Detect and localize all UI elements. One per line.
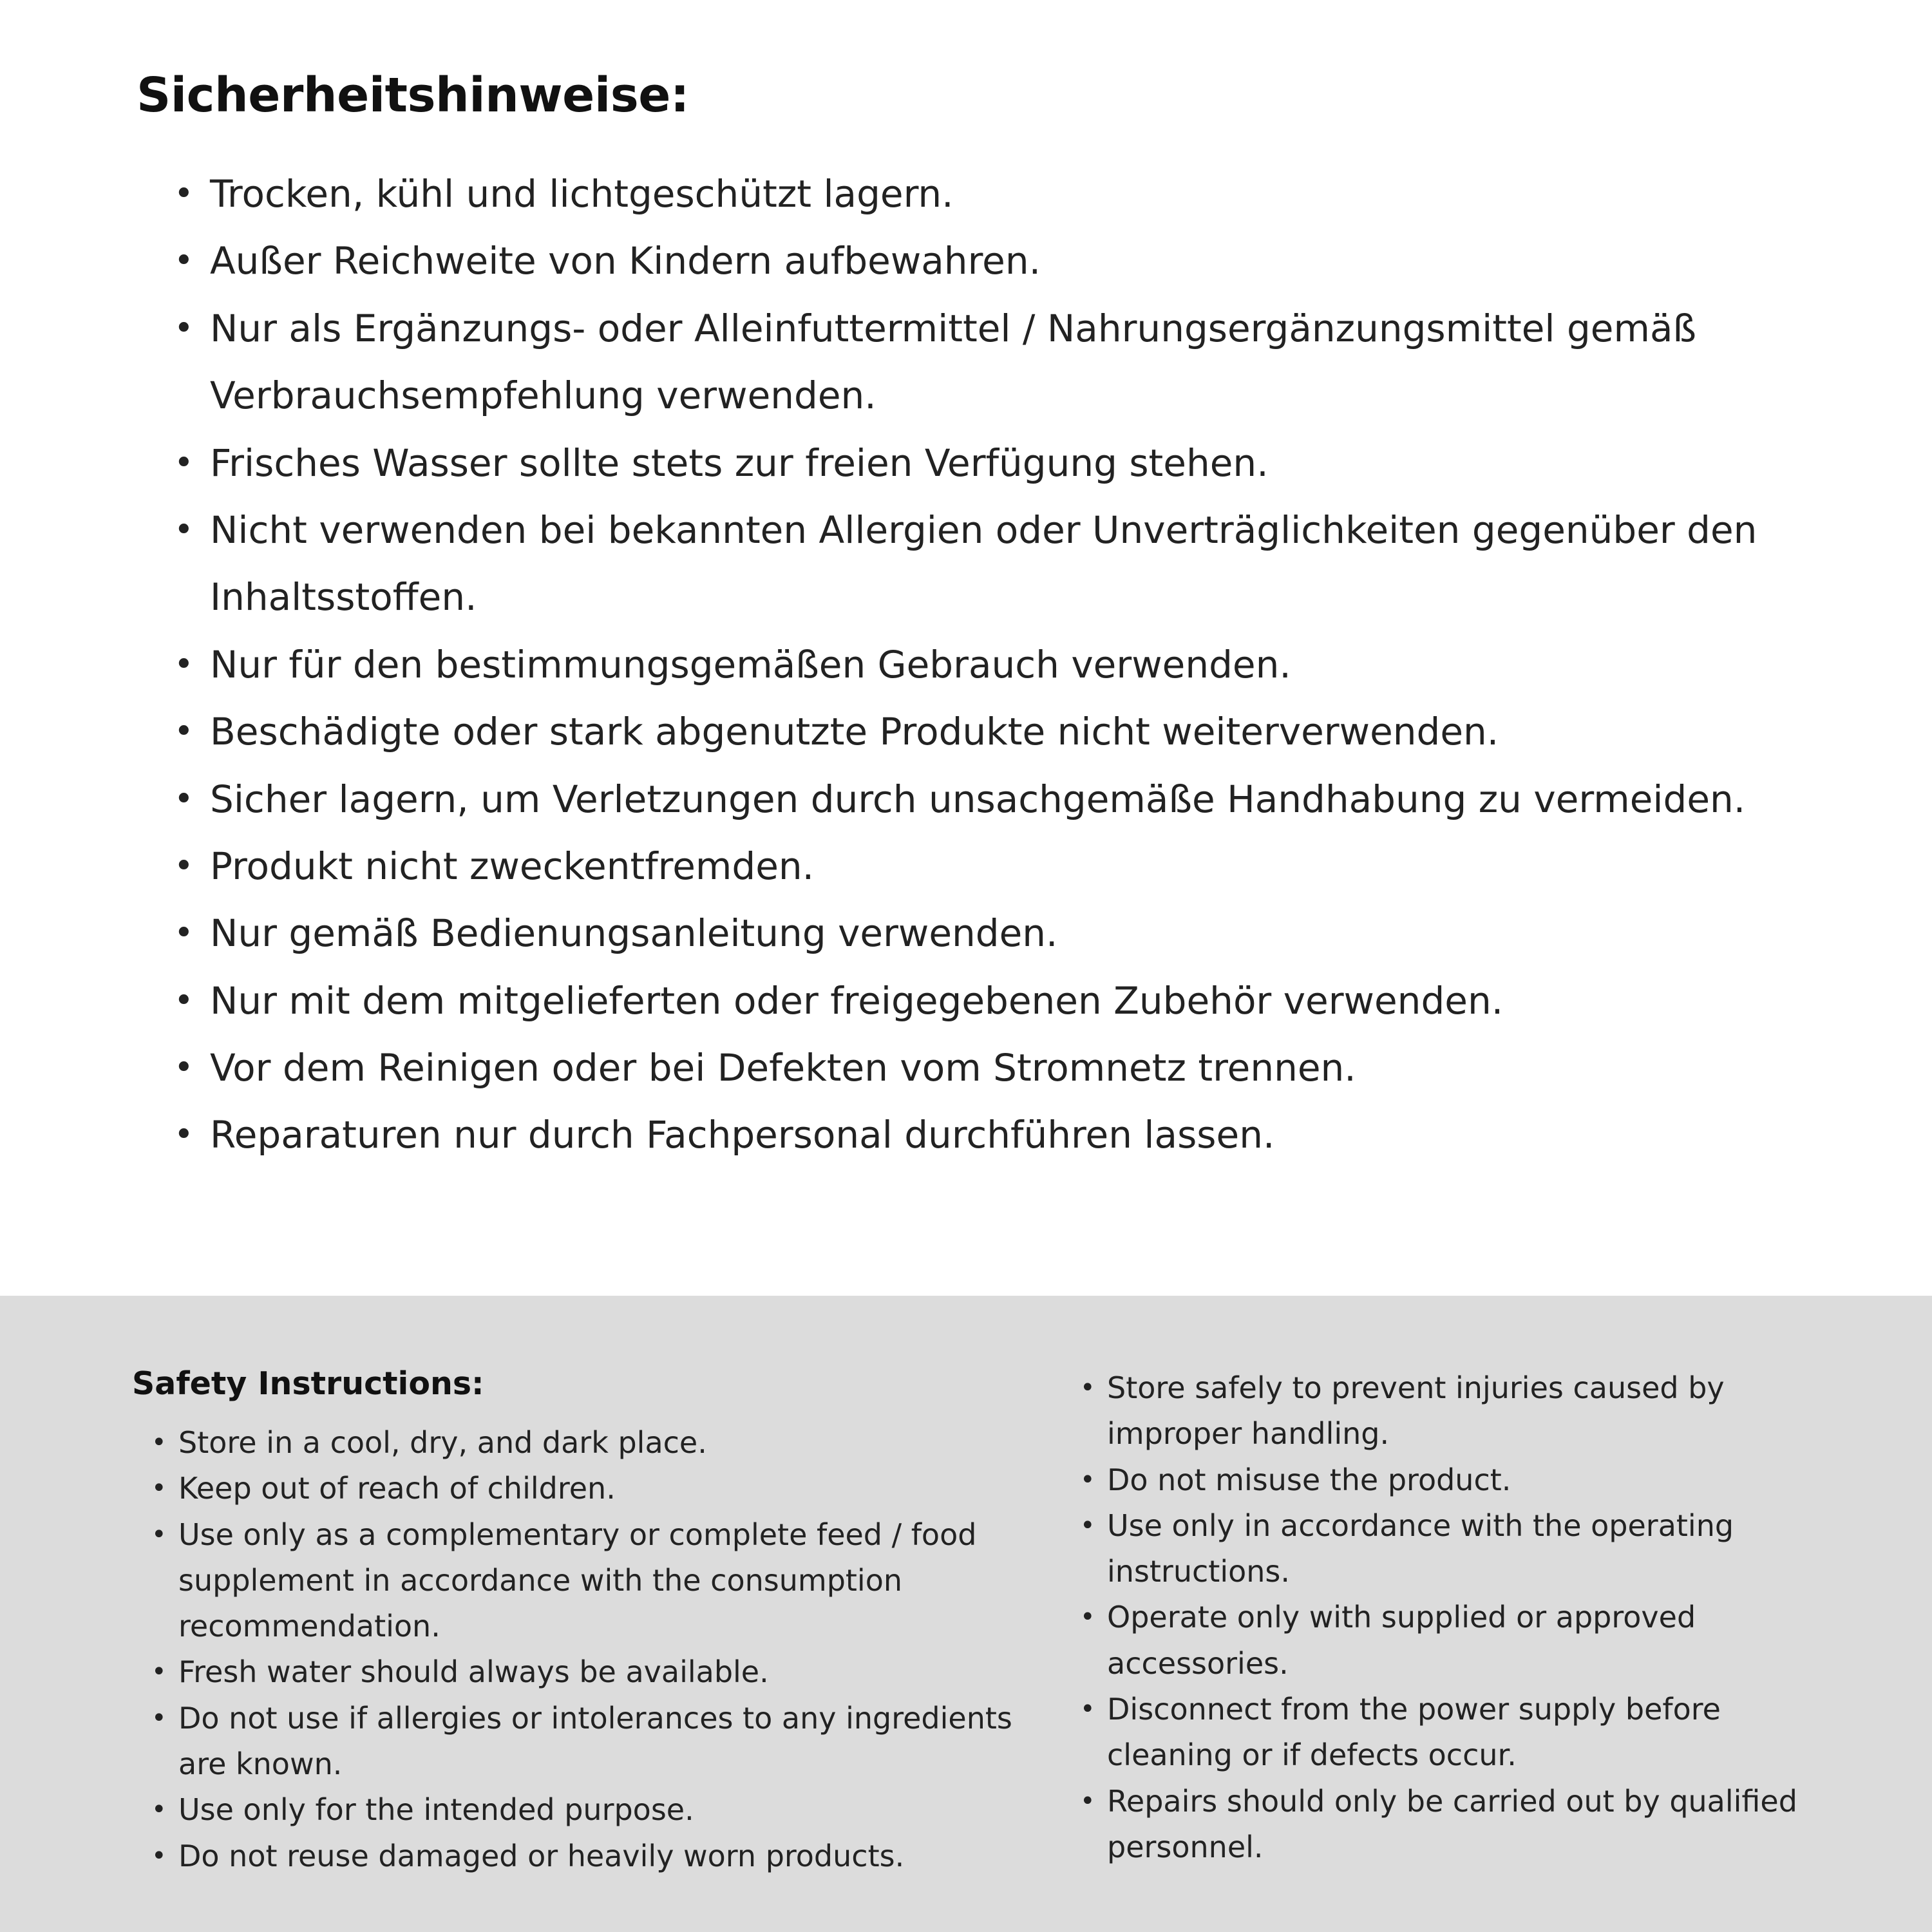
list-item: • Trocken, kühl und lichtgeschützt lagern. <box>170 160 1823 227</box>
list-item: • Do not reuse damaged or heavily worn products. <box>150 1833 1027 1879</box>
list-item: • Operate only with supplied or approved accessories. <box>1079 1595 1842 1687</box>
german-section-title: Sicherheitshinweise: <box>137 68 690 123</box>
english-section <box>0 1296 1932 1932</box>
english-right-column <box>1079 1365 1842 1932</box>
list-item: • Nur für den bestimmungsgemäßen Gebrauch verwenden. <box>170 631 1823 698</box>
list-item: • Use only for the intended purpose. <box>150 1787 1027 1833</box>
list-item: • Außer Reichweite von Kindern aufbewahren. <box>170 227 1823 294</box>
english-instructions-list-left <box>150 1420 1027 1879</box>
list-item: • Fresh water should always be available. <box>150 1649 1027 1695</box>
list-item: • Do not misuse the product. <box>1079 1457 1842 1503</box>
list-item: • Frisches Wasser sollte stets zur freien Verfügung stehen. <box>170 430 1823 497</box>
list-item: • Vor dem Reinigen oder bei Defekten vom Stromnetz trennen. <box>170 1034 1823 1101</box>
list-item: • Store safely to prevent injuries caused by improper handling. <box>1079 1365 1842 1457</box>
list-item: • Reparaturen nur durch Fachpersonal durchführen lassen. <box>170 1101 1823 1168</box>
german-instructions-list <box>170 160 1823 1169</box>
english-section-title: Safety Instructions: <box>132 1365 484 1402</box>
list-item: • Nicht verwenden bei bekannten Allergien oder Unverträglichkeiten gegenüber den Inhaltsstoffen. <box>170 497 1823 631</box>
list-item: • Store in a cool, dry, and dark place. <box>150 1420 1027 1466</box>
list-item: • Beschädigte oder stark abgenutzte Produkte nicht weiterverwenden. <box>170 698 1823 765</box>
list-item: • Repairs should only be carried out by qualified personnel. <box>1079 1779 1842 1871</box>
list-item: • Use only in accordance with the operating instructions. <box>1079 1503 1842 1595</box>
list-item: • Sicher lagern, um Verletzungen durch unsachgemäße Handhabung zu vermeiden. <box>170 766 1823 833</box>
list-item: • Nur als Ergänzungs- oder Alleinfuttermittel / Nahrungsergänzungsmittel gemäß Verbrauchsempfehlung verwenden. <box>170 295 1823 430</box>
english-left-column <box>132 1365 1027 1932</box>
list-item: • Do not use if allergies or intolerances to any ingredients are known. <box>150 1696 1027 1788</box>
list-item: • Produkt nicht zweckentfremden. <box>170 833 1823 900</box>
list-item: • Nur mit dem mitgelieferten oder freigegebenen Zubehör verwenden. <box>170 967 1823 1034</box>
list-item: • Disconnect from the power supply before cleaning or if defects occur. <box>1079 1687 1842 1779</box>
english-instructions-list-right <box>1079 1365 1842 1870</box>
list-item: • Use only as a complementary or complete feed / food supplement in accordance with the consumption recommendation. <box>150 1512 1027 1650</box>
list-item: • Nur gemäß Bedienungsanleitung verwenden. <box>170 900 1823 967</box>
list-item: • Keep out of reach of children. <box>150 1466 1027 1511</box>
